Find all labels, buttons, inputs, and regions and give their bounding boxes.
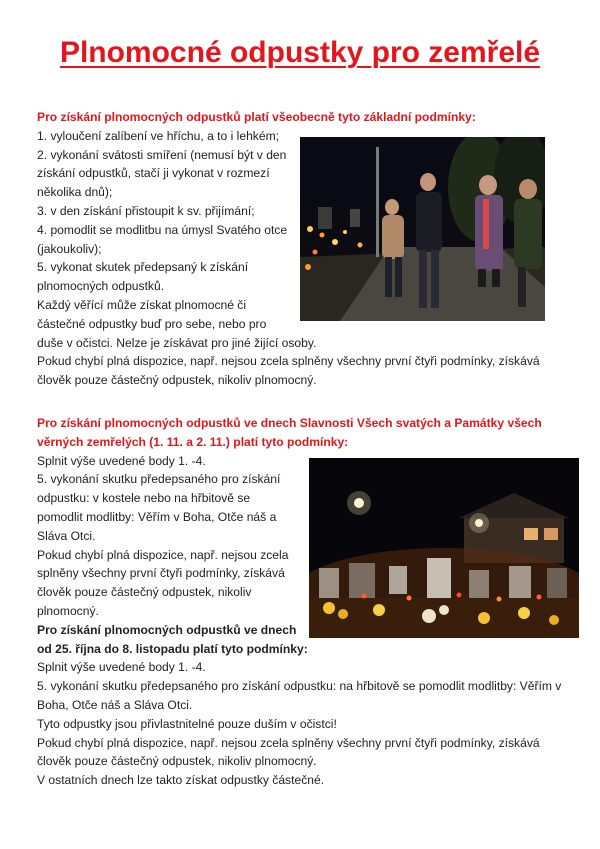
text-line: 5. vykonání skutku předepsaného pro získání [37, 472, 281, 487]
text-line: duše v očistci. Nelze je získávat pro jiné žijící osoby. [37, 335, 317, 350]
text-line: splněny všechny první čtyři podmínky, získává [37, 566, 285, 581]
section-heading: Pro získání plnomocných odpustků ve dnech Slavnosti Všech svatých a Památky všech [37, 416, 542, 430]
text-line: Každý věřící může získat plnomocné či [37, 297, 247, 312]
text-line: 2. vykonání svátosti smíření (nemusí být v den [37, 147, 287, 162]
section-heading-bold: od 25. října do 8. listopadu platí tyto podmínky: [37, 641, 308, 656]
text-line: 3. v den získání přistoupit k sv. přijímání; [37, 203, 255, 218]
text-line: (jakoukoliv); [37, 241, 102, 256]
text-line: V ostatních dnech lze takto získat odpustky částečné. [37, 773, 325, 788]
section-heading-bold: Pro získání plnomocných odpustků ve dnech [37, 622, 297, 637]
text-line: plnomocných odpustků. [37, 279, 165, 294]
text-line: Boha, Otče náš a Sláva Otci. [37, 697, 193, 712]
text-line: Pokud chybí plná dispozice, např. nejsou zcela splněny všechny první čtyři podmínky, získává [37, 354, 540, 369]
text-line: 4. pomodlit se modlitbu na úmysl Svatého otce [37, 222, 288, 237]
text-line: člověk pouze částečný odpustek, nikoliv plnomocný. [37, 754, 317, 769]
cemetery-night-photo [309, 458, 579, 638]
text-line: 5. vykonat skutek předepsaný k získání [37, 260, 249, 275]
text-line: odpustku: v kostele nebo na hřbitově se [37, 491, 251, 506]
text-line: Splnit výše uvedené body 1. -4. [37, 453, 206, 468]
section-heading: věrných zemřelých (1. 11. a 2. 11.) platí tyto podmínky: [37, 434, 349, 449]
text-line: člověk pouze částečný odpustek, nikoliv plnomocný. [37, 373, 317, 388]
text-line: Sláva Otci. [37, 528, 96, 543]
text-line: Pokud chybí plná dispozice, např. nejsou zcela [37, 547, 289, 562]
text-line: člověk pouze částečný odpustek, nikoliv [37, 585, 252, 600]
text-line: pomodlit modlitby: Věřím v Boha, Otče náš a [37, 509, 277, 524]
page-title: Plnomocné odpustky pro zemřelé [59, 36, 541, 69]
text-line: získání odpustků, stačí ji vykonat v rozmezí [37, 166, 270, 181]
text-line: 1. vyloučení zalíbení ve hříchu, a to i lehkém; [37, 128, 280, 143]
text-line: několika dnů); [37, 185, 113, 200]
text-line: Pokud chybí plná dispozice, např. nejsou zcela splněny všechny první čtyři podmínky, získává [37, 735, 540, 750]
procession-photo [300, 137, 545, 321]
text-line: Tyto odpustky jsou přivlastnitelné pouze duším v očistci! [37, 716, 337, 731]
text-line: částečné odpustky buď pro sebe, nebo pro [37, 316, 267, 331]
section-heading: Pro získání plnomocných odpustků platí všeobecně tyto základní podmínky: [37, 110, 476, 124]
text-line: 5. vykonání skutku předepsaného pro získání odpustku: na hřbitově se pomodlit modlitby: Věřím v [37, 679, 562, 694]
text-line: plnomocný. [37, 603, 99, 618]
text-line: Splnit výše uvedené body 1. -4. [37, 660, 206, 675]
